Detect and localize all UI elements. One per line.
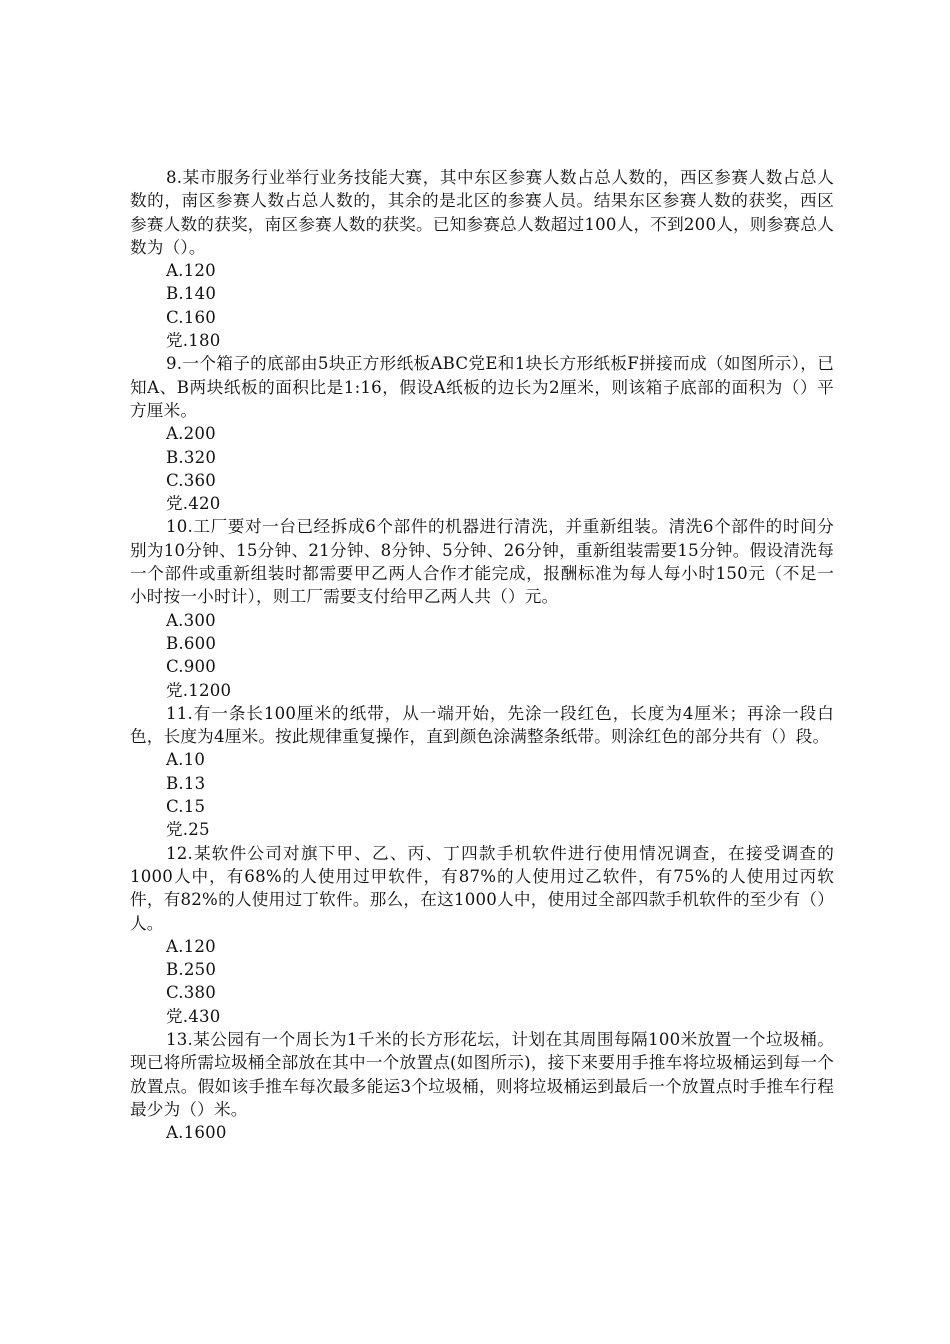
- option-a: A.200: [166, 424, 216, 444]
- question-9: [130, 352, 834, 515]
- question-stem: 13.某公园有一个周长为1千米的长方形花坛，计划在其周围每隔100米放置一个垃圾桶。现已将所需垃圾桶全部放在其中一个放置点(如图所示)，接下来要用手推车将垃圾桶运到每一个放置点。假如该手推车每次最多能运3个垃圾桶，则将垃圾桶运到最后一个放置点时手推车行程最少为（）米。: [130, 1029, 834, 1119]
- option-c: C.380: [166, 983, 217, 1003]
- option-d: 党.180: [166, 331, 221, 351]
- question-stem: 8.某市服务行业举行业务技能大赛，其中东区参赛人数占总人数的，西区参赛人数占总人数的，南区参赛人数占总人数的，其余的是北区的参赛人员。结果东区参赛人数的获奖，西区参赛人数的获奖，南区参赛人数的获奖。已知参赛总人数超过100人，不到200人，则参赛总人数为（）。: [130, 168, 834, 257]
- option-d: 党.430: [166, 1006, 221, 1026]
- option-d: 党.1200: [166, 680, 232, 700]
- question-10: [130, 515, 834, 701]
- document-page: [130, 166, 834, 1144]
- question-12: [130, 842, 834, 1028]
- option-c: C.360: [166, 470, 217, 490]
- option-d: 党.420: [166, 494, 221, 514]
- question-11: [130, 702, 834, 842]
- question-13: [130, 1028, 834, 1144]
- question-stem: 10.工厂要对一台已经拆成6个部件的机器进行清洗，并重新组装。清洗6个部件的时间分别为10分钟、15分钟、21分钟、8分钟、5分钟、26分钟，重新组装需要15分钟。假设清洗每一个部件或重新组装时都需要甲乙两人合作才能完成，报酬标准为每人每小时150元（不足一小时按一小时计），则工厂需要支付给甲乙两人共（）元。: [130, 517, 834, 607]
- question-stem: 9.一个箱子的底部由5块正方形纸板ABC党E和1块长方形纸板F拼接而成（如图所示），已知A、B两块纸板的面积比是1:16，假设A纸板的边长为2厘米，则该箱子底部的面积为（）平方厘米。: [130, 354, 834, 420]
- option-a: A.120: [166, 936, 216, 956]
- option-d: 党.25: [166, 820, 210, 840]
- question-stem: 11.有一条长100厘米的纸带，从一端开始，先涂一段红色，长度为4厘米；再涂一段白色，长度为4厘米。按此规律重复操作，直到颜色涂满整条纸带。则涂红色的部分共有（）段。: [130, 703, 834, 747]
- option-a: A.120: [166, 261, 216, 281]
- option-b: B.250: [166, 960, 217, 980]
- option-a: A.1600: [166, 1123, 227, 1143]
- option-b: B.320: [166, 447, 217, 467]
- option-c: C.15: [166, 797, 206, 817]
- option-a: A.10: [166, 750, 206, 770]
- option-b: B.140: [166, 284, 217, 304]
- option-a: A.300: [166, 610, 216, 630]
- option-c: C.900: [166, 657, 217, 677]
- option-c: C.160: [166, 307, 217, 327]
- question-stem: 12.某软件公司对旗下甲、乙、丙、丁四款手机软件进行使用情况调查，在接受调查的1000人中，有68%的人使用过甲软件，有87%的人使用过乙软件，有75%的人使用过丙软件，有82%的人使用过丁软件。那么，在这1000人中，使用过全部四款手机软件的至少有（）人。: [130, 843, 834, 933]
- question-8: [130, 166, 834, 352]
- option-b: B.600: [166, 633, 217, 653]
- option-b: B.13: [166, 773, 206, 793]
